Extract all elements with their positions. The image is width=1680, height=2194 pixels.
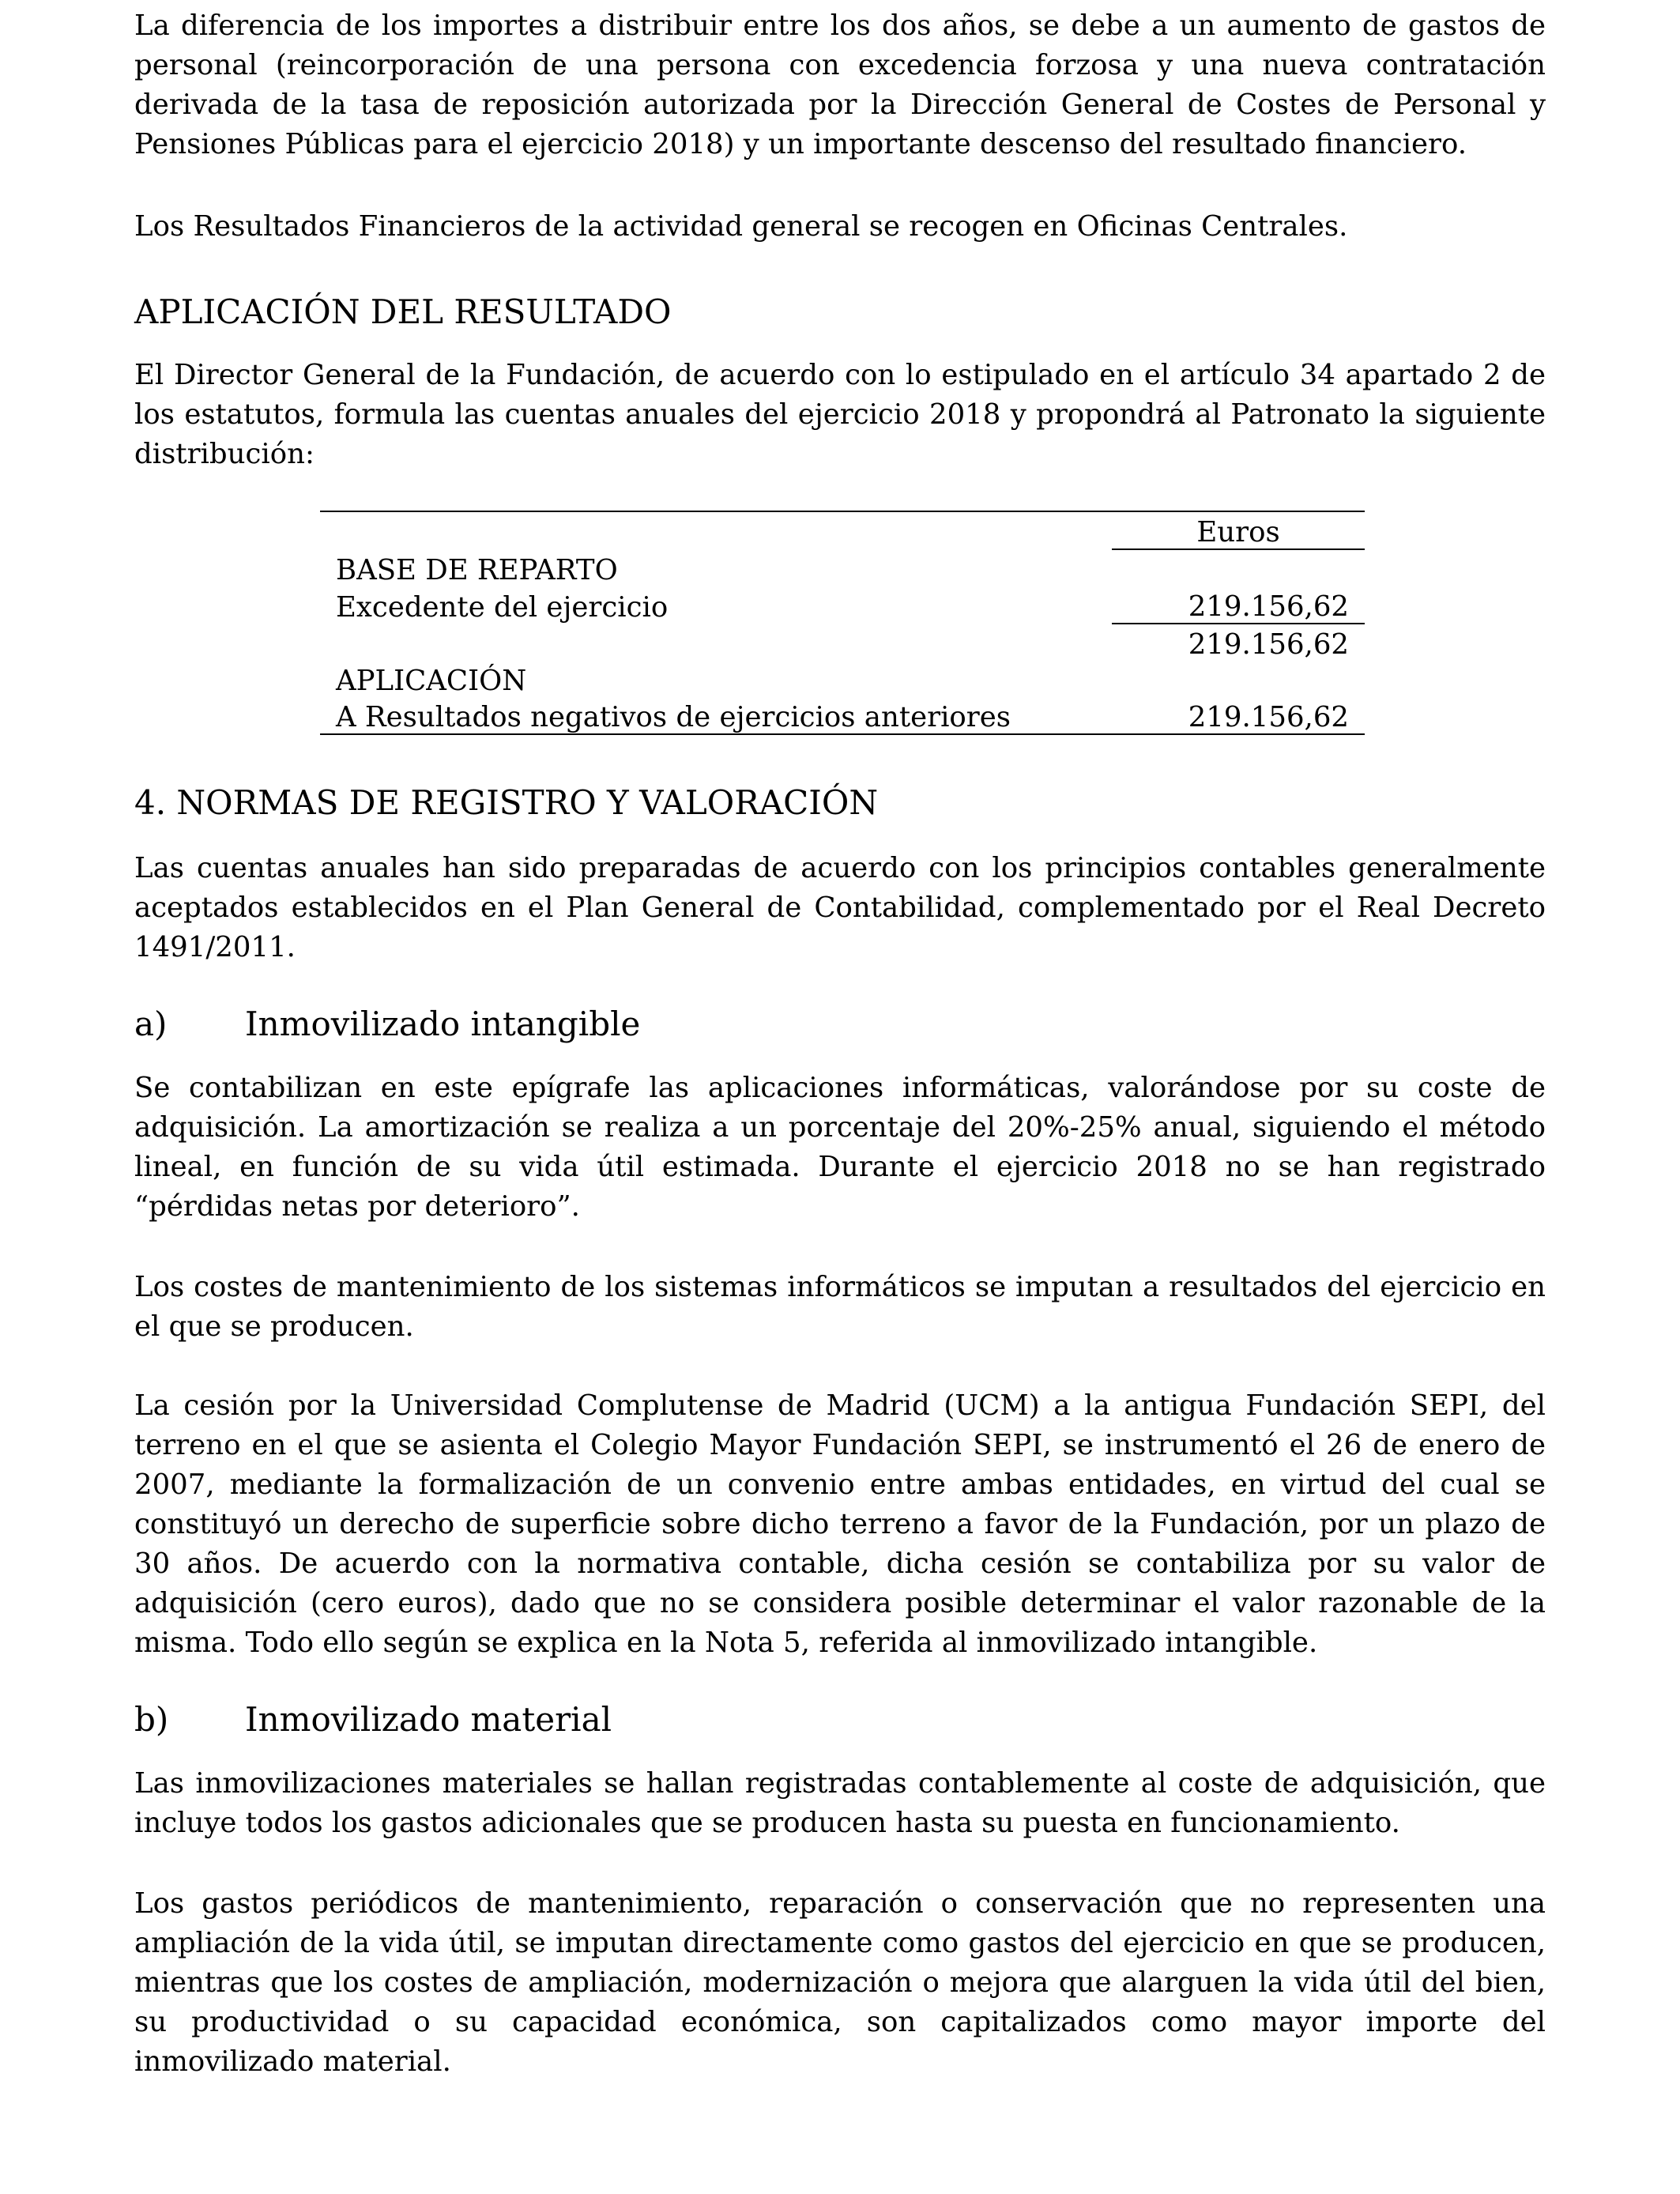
paragraph-costes-mantenimiento: Los costes de mantenimiento de los sistemas informáticos se imputan a resultados del ejercicio en el que se producen. [134, 1271, 1546, 1343]
aplicacion-label: APLICACIÓN [336, 665, 527, 697]
resultados-negativos-label: A Resultados negativos de ejercicios anteriores [336, 701, 1011, 733]
excedente-value: 219.156,62 [1112, 586, 1365, 624]
paragraph-financial-results: Los Resultados Financieros de la actividad general se recogen en Oficinas Centrales. [134, 210, 1348, 243]
subtotal-value: 219.156,62 [1188, 628, 1349, 661]
currency-header: Euros [1112, 511, 1365, 549]
table-row [320, 697, 1365, 734]
table-row [320, 511, 1365, 549]
distribution-table [320, 511, 1365, 735]
table-row [320, 549, 1365, 586]
paragraph-differences: La diferencia de los importes a distribuir entre los dos años, se debe a un aumento de gastos de personal (reincorporación de una persona con excedencia forzosa y una nueva contratación derivada de la tasa de reposición autorizada por la Dirección General de Costes de Personal y Pensiones Públicas para el ejercicio 2018) y un importante descenso del resultado financiero. [134, 9, 1546, 160]
table-row [320, 586, 1365, 624]
base-reparto-label: BASE DE REPARTO [336, 554, 618, 586]
resultados-negativos-value: 219.156,62 [1188, 701, 1349, 733]
subheading-a [134, 1002, 640, 1046]
excedente-label: Excedente del ejercicio [336, 591, 669, 624]
subheading-a-title: Inmovilizado intangible [245, 1005, 641, 1043]
paragraph-inmovilizaciones-materiales: Las inmovilizaciones materiales se hallan registradas contablemente al coste de adquisición, que incluye todos los gastos adicionales que se producen hasta su puesta en funcionamiento. [134, 1767, 1546, 1839]
table-row [320, 661, 1365, 697]
paragraph-aplicaciones-informaticas: Se contabilizan en este epígrafe las aplicaciones informáticas, valorándose por su coste de adquisición. La amortización se realiza a un porcentaje del 20%-25% anual, siguiendo el método lineal, en función de su vida útil estimada. Durante el ejercicio 2018 no se han registrado “pérdidas netas por deterioro”. [134, 1072, 1546, 1223]
subheading-a-letter: a) [134, 1005, 168, 1043]
paragraph-gastos-periodicos: Los gastos periódicos de mantenimiento, reparación o conservación que no representen una ampliación de la vida útil, se imputan directamente como gastos del ejercicio en que se producen, mientras que los costes de ampliación, modernización o mejora que alarguen la vida útil del bien, su productividad o su capacidad económica, son capitalizados como mayor importe del inmovilizado material. [134, 1887, 1546, 2078]
subheading-b-title: Inmovilizado material [245, 1700, 612, 1739]
heading-normas: 4. NORMAS DE REGISTRO Y VALORACIÓN [134, 783, 879, 822]
paragraph-cuentas-anuales: Las cuentas anuales han sido preparadas de acuerdo con los principios contables generalmente aceptados establecidos en el Plan General de Contabilidad, complementado por el Real Decreto 1491/2011. [134, 852, 1546, 963]
heading-aplicacion-resultado: APLICACIÓN DEL RESULTADO [134, 292, 672, 331]
table-row [320, 624, 1365, 661]
subheading-b [134, 1698, 612, 1742]
paragraph-director-general: El Director General de la Fundación, de acuerdo con lo estipulado en el artículo 34 apartado 2 de los estatutos, formula las cuentas anuales del ejercicio 2018 y propondrá al Patronato la siguiente distribución: [134, 359, 1546, 470]
paragraph-cesion-ucm: La cesión por la Universidad Complutense de Madrid (UCM) a la antigua Fundación SEPI, del terreno en el que se asienta el Colegio Mayor Fundación SEPI, se instrumentó el 26 de enero de 2007, mediante la formalización de un convenio entre ambas entidades, en virtud del cual se constituyó un derecho de superficie sobre dicho terreno a favor de la Fundación, por un plazo de 30 años. De acuerdo con la normativa contable, dicha cesión se contabiliza por su valor de adquisición (cero euros), dado que no se considera posible determinar el valor razonable de la misma. Todo ello según se explica en la Nota 5, referida al inmovilizado intangible. [134, 1389, 1546, 1659]
subheading-b-letter: b) [134, 1700, 169, 1739]
